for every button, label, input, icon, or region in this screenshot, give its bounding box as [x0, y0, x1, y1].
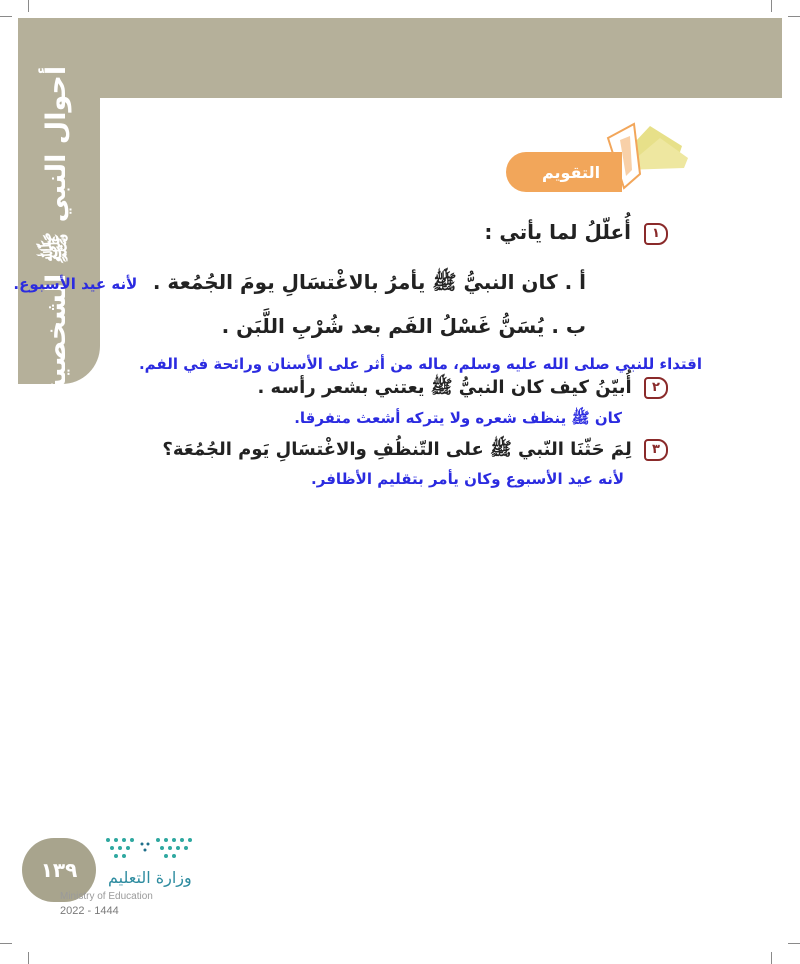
question-1-item-b: [222, 314, 586, 338]
crop-mark: [0, 16, 12, 17]
question-3: [162, 438, 668, 464]
answer-text: لأنه عيد الأسبوع.: [13, 275, 138, 293]
crop-mark: [771, 952, 772, 964]
question-text: أُعلّلُ لما يأتي :: [484, 220, 632, 244]
edition-year: 2022 - 1444: [60, 905, 119, 917]
question-2: [257, 376, 668, 402]
ministry-name-ar: وزارة التعليم: [108, 868, 192, 887]
unit-title: [18, 65, 100, 395]
header-banner: [18, 18, 782, 98]
question-text: لِمَ حَثّنَا النّبي ﷺ على التّنظُفِ والاغْتسَالِ يَوم الجُمُعَة؟: [162, 439, 632, 460]
question-1-item-a: [13, 270, 586, 299]
ministry-name-en: Ministry of Education: [60, 891, 153, 902]
crop-mark: [0, 943, 12, 944]
question-2-answer: [294, 409, 622, 431]
question-1-item-b-answer: [139, 355, 702, 373]
question-number: ٢: [644, 377, 668, 399]
evaluation-label: التقويم: [541, 162, 601, 182]
item-text: ب . يُسَنُّ غَسْلُ الفَم بعد شُرْبِ اللَّبَن .: [221, 314, 586, 338]
unit-title-text: أحوال النبي ﷺ الشخصية: [41, 65, 72, 395]
question-text: أُبيّنُ كيف كان النبيُّ ﷺ يعتني بشعر رأسه .: [257, 377, 632, 398]
evaluation-badge: [506, 152, 622, 192]
crop-mark: [788, 16, 800, 17]
crop-mark: [771, 0, 772, 12]
answer-text: كان ﷺ ينظف شعره ولا يتركه أشعث متفرقا.: [294, 409, 622, 427]
crop-mark: [28, 0, 29, 12]
page-number: ١٣٩: [40, 858, 78, 882]
question-number: ١: [644, 223, 668, 245]
crop-mark: [788, 943, 800, 944]
crop-mark: [28, 952, 29, 964]
answer-text: لأنه عيد الأسبوع وكان يأمر بتقليم الأظافر.: [311, 470, 624, 488]
question-1: [484, 220, 668, 245]
answer-text: اقتداء للنبي صلى الله عليه وسلم، ماله من أثر على الأسنان ورائحة في الفم.: [138, 355, 702, 373]
item-text: أ . كان النبيُّ ﷺ يأمرُ بالاغْتسَالِ يومَ الجُمُعة .: [152, 270, 586, 294]
question-3-answer: [311, 470, 624, 488]
question-number: ٣: [644, 439, 668, 461]
ministry-logo-icon: [98, 834, 198, 864]
